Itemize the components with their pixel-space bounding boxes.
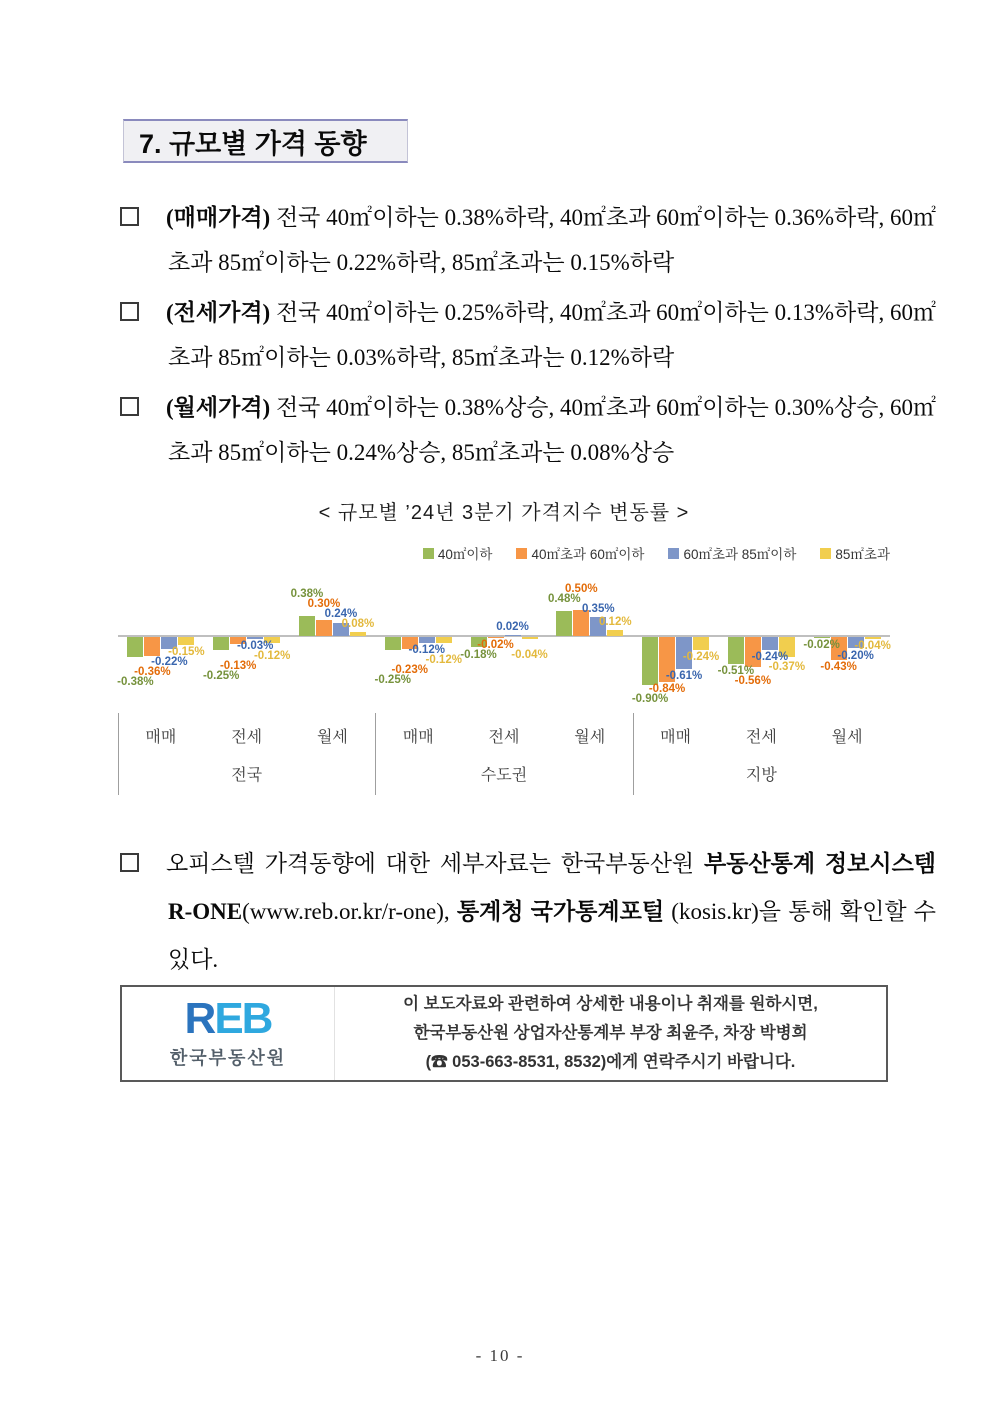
legend-label: 40㎡이하 <box>437 547 493 562</box>
chart-bar <box>385 637 401 650</box>
chart-bar <box>247 637 263 639</box>
reb-logo-text: REB <box>184 994 272 1043</box>
bar-value-label: 0.24% <box>324 607 358 620</box>
checkbox-bullet-icon <box>120 207 139 226</box>
bar-value-label: 0.08% <box>341 617 375 630</box>
legend-item <box>423 543 493 563</box>
checkbox-bullet-icon <box>120 397 139 416</box>
bar-value-label: -0.51% <box>717 665 755 678</box>
contact-line: (☎ 053-663-8531, 8532)에게 연락주시기 바랍니다. <box>425 1053 796 1071</box>
price-index-chart <box>118 583 890 798</box>
legend-marker <box>516 548 527 559</box>
legend-marker <box>423 548 434 559</box>
group-label: 전국 <box>231 767 263 784</box>
paragraph-jeonse-text: 전국 40㎡이하는 0.25%하락, 40㎡초과 60㎡이하는 0.13%하락, 60㎡초과 85㎡이하는 0.03%하락, 85㎡초과는 0.12%하락 <box>168 300 936 370</box>
legend-item <box>516 543 644 563</box>
bar-value-label: -0.02% <box>803 639 840 652</box>
info-run-4: 통계청 국가통계포털 <box>456 899 665 924</box>
contact-line: 한국부동산원 상업자산통계부 부장 최윤주, 차장 박병희 <box>413 1024 808 1042</box>
bar-value-label: -0.25% <box>202 669 240 682</box>
paragraph-jeonse-label: (전세가격) <box>166 300 271 325</box>
bar-value-label: -0.12% <box>253 649 291 662</box>
chart-bar <box>144 637 160 656</box>
chart-bar <box>762 637 778 650</box>
bar-value-label: 0.30% <box>307 597 341 610</box>
contact-lines <box>335 990 886 1077</box>
legend-label: 40㎡초과 60㎡이하 <box>531 547 645 562</box>
category-label: 전세 <box>745 729 777 746</box>
chart-bar <box>814 637 830 638</box>
category-label: 월세 <box>574 729 606 746</box>
reb-logo <box>122 987 335 1080</box>
info-run-5: (kosis.kr)을 통해 확인할 수 있다. <box>168 899 936 972</box>
legend-item <box>668 543 796 563</box>
page-number: - 10 - <box>475 1346 525 1365</box>
chart-bar <box>728 637 744 664</box>
category-label: 전세 <box>488 729 520 746</box>
bar-value-label: -0.37% <box>768 660 806 673</box>
paragraph-sale-price <box>120 195 936 285</box>
contact-info-box <box>120 985 888 1082</box>
chart-bar <box>178 637 194 645</box>
chart-bar <box>865 637 881 639</box>
bar-value-label: -0.90% <box>631 692 669 705</box>
bar-value-label: 0.02% <box>496 620 529 633</box>
bar-value-label: -0.24% <box>682 650 720 663</box>
chart-bar <box>607 630 623 636</box>
category-label: 매매 <box>402 729 434 746</box>
category-label: 매매 <box>660 729 691 746</box>
bar-value-label: -0.56% <box>734 675 772 688</box>
paragraph-sale-label: (매매가격) <box>166 205 271 230</box>
chart-bar <box>316 620 332 636</box>
contact-line: 이 보도자료와 관련하여 상세한 내용이나 취재를 원하시면, <box>403 995 818 1013</box>
bar-value-label: -0.04% <box>511 649 548 662</box>
group-label: 지방 <box>745 767 777 784</box>
chart-bar <box>127 637 143 657</box>
bar-value-label: -0.84% <box>648 682 686 695</box>
bar-value-label: -0.15% <box>168 645 205 658</box>
chart-bar <box>299 616 315 636</box>
paragraph-monthly-label: (월세가격) <box>166 395 271 420</box>
bar-value-label: 0.48% <box>547 593 581 606</box>
bar-value-label: -0.12% <box>425 654 462 667</box>
category-label: 전세 <box>231 729 263 746</box>
section-title: 7. 규모별 가격 동향 <box>139 128 367 159</box>
chart-bar <box>693 637 709 650</box>
category-label: 매매 <box>145 729 177 746</box>
paragraph-data-source <box>120 840 936 984</box>
bar-value-label: -0.23% <box>391 664 428 677</box>
legend-label: 85㎡초과 <box>835 547 890 562</box>
legend-marker <box>820 548 831 559</box>
category-label: 월세 <box>316 729 348 746</box>
info-run-2: 부동산통계 정보시스템 R-ONE <box>168 851 937 924</box>
section-header <box>123 119 408 163</box>
chart-bar <box>505 635 521 636</box>
chart-title: < 규모별 ’24년 3분기 가격지수 변동률 > <box>318 502 690 524</box>
bar-value-label: -0.18% <box>460 649 497 662</box>
bar-value-label: -0.02% <box>477 639 514 652</box>
info-run-1: 오피스텔 가격동향에 대한 세부자료는 한국부동산원 <box>166 851 704 876</box>
category-label: 월세 <box>831 729 863 746</box>
bar-value-label: 0.12% <box>598 615 632 628</box>
chart-bar <box>436 637 452 643</box>
chart-bar <box>350 632 366 636</box>
paragraph-jeonse-price <box>120 290 936 380</box>
bar-value-label: -0.12% <box>408 644 445 657</box>
paragraph-monthly-text: 전국 40㎡이하는 0.38%상승, 40㎡초과 60㎡이하는 0.30%상승, 60㎡초과 85㎡이하는 0.24%상승, 85㎡초과는 0.08%상승 <box>168 395 936 465</box>
info-run-3: (www.reb.or.kr/r-one), <box>242 899 457 924</box>
bar-value-label: 0.50% <box>564 583 598 596</box>
bar-value-label: 0.35% <box>581 603 615 616</box>
legend-label: 60㎡초과 85㎡이하 <box>683 547 797 562</box>
chart-bar <box>213 637 229 650</box>
chart-bar <box>556 611 572 636</box>
bar-value-label: -0.22% <box>151 655 188 668</box>
bar-value-label: -0.24% <box>751 650 789 663</box>
legend-item <box>820 543 890 563</box>
chart-legend <box>118 543 890 563</box>
bar-value-label: 0.38% <box>290 587 324 600</box>
chart-bar <box>522 637 538 639</box>
bar-value-label: -0.13% <box>219 659 257 672</box>
bar-value-label: -0.36% <box>134 665 171 678</box>
chart-bar <box>488 637 504 638</box>
group-label: 수도권 <box>480 767 528 784</box>
paragraph-monthly-price <box>120 385 936 475</box>
bar-value-label: -0.38% <box>117 675 154 688</box>
bar-value-label: -0.03% <box>236 639 274 652</box>
bar-value-label: -0.61% <box>665 670 703 683</box>
bar-value-label: -0.25% <box>374 674 411 687</box>
checkbox-bullet-icon <box>120 853 139 872</box>
bar-value-label: -0.04% <box>854 640 891 653</box>
bar-value-label: -0.20% <box>837 650 874 663</box>
checkbox-bullet-icon <box>120 302 139 321</box>
bar-value-label: -0.43% <box>820 660 857 673</box>
chart-bar <box>642 637 658 685</box>
chart-bar <box>419 637 435 643</box>
legend-marker <box>668 548 679 559</box>
reb-logo-caption: 한국부동산원 <box>169 1048 287 1068</box>
paragraph-sale-text: 전국 40㎡이하는 0.38%하락, 40㎡초과 60㎡이하는 0.36%하락, 60㎡초과 85㎡이하는 0.22%하락, 85㎡초과는 0.15%하락 <box>168 205 936 275</box>
